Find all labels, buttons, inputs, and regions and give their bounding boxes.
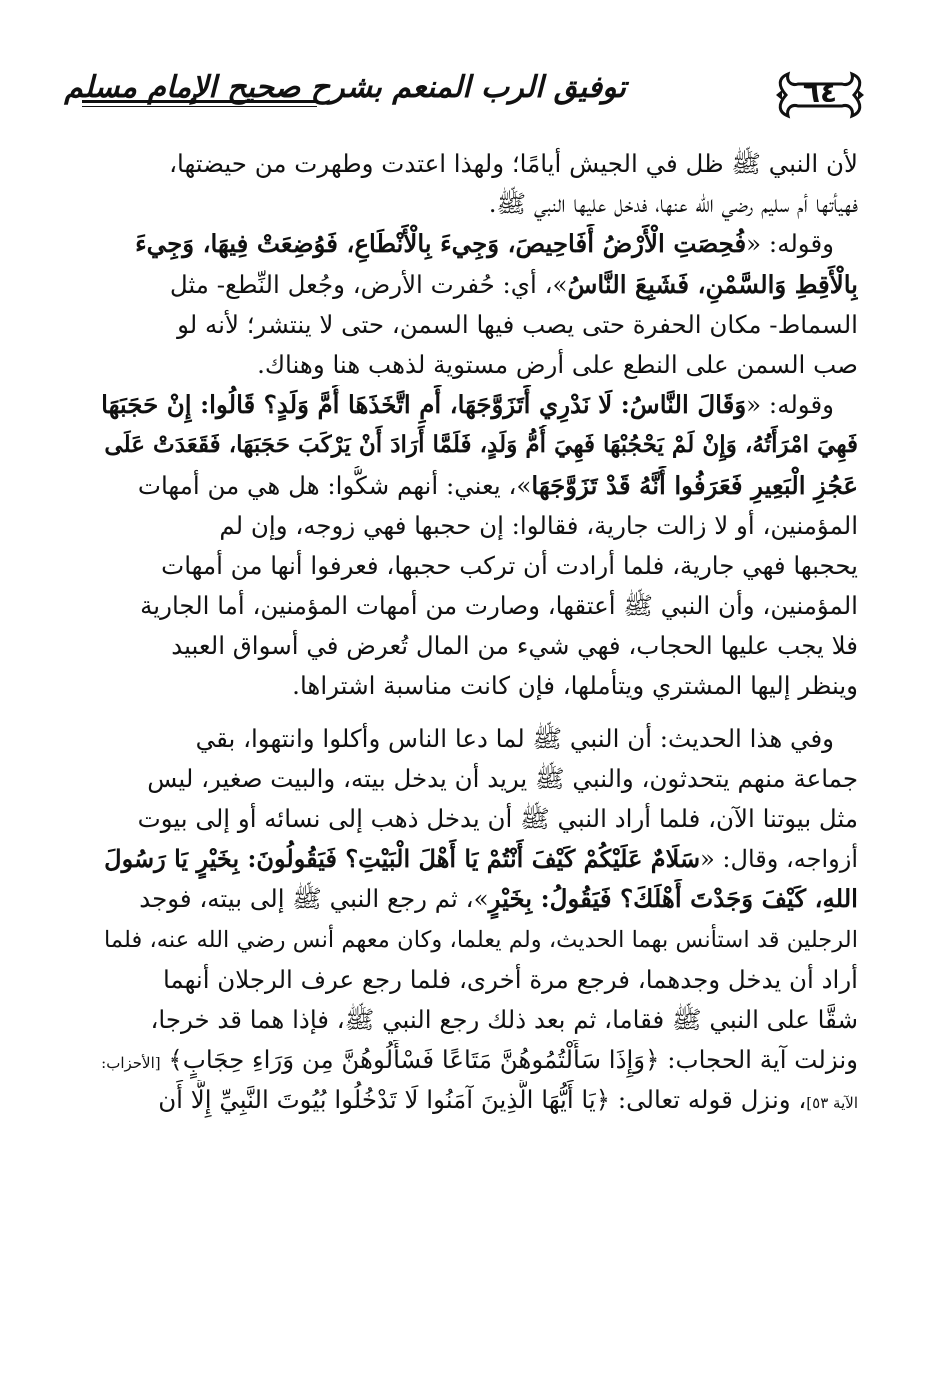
text-line [96,666,858,706]
commentary-text: ونزلت آية الحجاب: ﴿وَإِذَا سَأَلْتُمُوهُنَّ مَتَاعًا فَسْأَلُوهُنَّ مِن وَرَاءِ حِجَابٍ﴾ [160,1045,858,1075]
page-header [64,66,866,136]
running-title: توفيق الرب المنعم بشرح صحيح الإمام مسلم [64,70,626,105]
text-line [96,1040,858,1080]
text-line [96,626,858,666]
commentary-text: أراد أن يدخل وجدهما، فرجع مرة أخرى، فلما رجع عرف الرجلان أنهما [162,964,858,994]
page-number-ornament [774,66,866,124]
commentary-text: وفي هذا الحديث: أن النبي ﷺ لما دعا الناس وأكلوا وانتهوا، بقي [195,723,834,753]
commentary-text: المؤمنين، أو لا زالت جارية، فقالوا: إن حجبها فهي زوجه، وإن لم [219,510,858,540]
text-line [96,839,858,879]
commentary-text: الرجلين قد استأنس بهما الحديث، ولم يعلما، وكان معهم أنس رضي الله عنه، فلما [103,926,858,953]
hadith-quote: فَهِيَ امْرَأَتُهُ، وَإِنْ لَمْ يَحْجُبْهَا فَهِيَ أُمُّ وَلَدٍ، فَلَمَّا أَرَادَ أَنْ يَرْكَبَ حَجَبَهَا، فَقَعَدَتْ عَلَى [104,431,858,459]
text-line [96,506,858,546]
text-line [96,184,858,224]
text-line [96,265,858,305]
body-text [96,144,858,1121]
text-line [96,960,858,1000]
page-number: ٦٤ [802,76,838,109]
commentary-text: »، أي: حُفرت الأرض، وجُعل النِّطع- مثل [169,269,568,299]
commentary-text: وقوله: « [746,229,834,259]
commentary-text: شقَّا على النبي ﷺ فقاما، ثم بعد ذلك رجع النبي ﷺ، فإذا هما قد خرجا، [150,1004,858,1034]
commentary-text: جماعة منهم يتحدثون، والنبي ﷺ يريد أن يدخل بيته، والبيت صغير، ليس [147,763,858,793]
commentary-text: مثل بيوتنا الآن، فلما أراد النبي ﷺ أن يدخل ذهب إلى نسائه أو إلى بيوت [137,804,858,833]
text-line [96,466,858,506]
hadith-quote: وَقَالَ النَّاسُ: لَا نَدْرِي أَتَزَوَّجَهَا، أَمِ اتَّخَذَهَا أُمَّ وَلَدٍ؟ قَالُوا: إِنْ حَجَبَهَا [101,390,747,420]
text-line [96,425,858,465]
text-line [96,144,858,184]
commentary-text: لأن النبي ﷺ ظل في الجيش أيامًا؛ ولهذا اعتدت وطهرت من حيضتها، [169,149,858,178]
text-line [96,920,858,960]
commentary-text: [الأحزاب: [101,1054,161,1073]
text-line [96,879,858,919]
text-line [96,719,858,759]
text-line [96,305,858,345]
commentary-text: الآية ٥٣] [806,1094,858,1113]
header-rule-thin [82,106,317,107]
text-line [96,385,858,425]
text-line [96,345,858,385]
commentary-text: السماط- مكان الحفرة حتى يصب فيها السمن، حتى لا ينتشر؛ لأنه لو [177,309,858,339]
commentary-text: يحجبها فهي جارية، فلما أرادت أن تركب حجبها، فعرفوا أنها من أمهات [161,550,858,580]
commentary-text: »، ثم رجع النبي ﷺ إلى بيته، فوجد [139,884,489,914]
hadith-quote: عَجُزِ الْبَعِيرِ فَعَرَفُوا أَنَّهُ قَدْ تَزَوَّجَهَا [531,470,858,500]
text-line [96,224,858,264]
hadith-quote: فُحِصَتِ الْأَرْضُ أَفَاحِيصَ، وَجِيءَ بِالْأَنْطَاعِ، فَوُضِعَتْ فِيهَا، وَجِيءَ [135,229,747,259]
commentary-text: أزواجه، وقال: « [700,845,858,874]
commentary-text: صب السمن على النطع على أرض مستوية لذهب هنا وهناك. [257,349,858,379]
text-line [96,1080,858,1120]
text-line [96,586,858,626]
text-line [96,1000,858,1040]
hadith-quote: بِالْأَقِطِ وَالسَّمْنِ، فَشَبِعَ النَّاسُ [567,269,858,299]
commentary-text: فلا يجب عليها الحجاب، فهي شيء من المال تُعرض في أسواق العبيد [171,631,858,661]
text-line [96,759,858,799]
paragraph-gap [96,707,858,719]
commentary-text: »، يعني: أنهم شكُّوا: هل هي من أمهات [137,470,532,500]
commentary-text: ، ونزل قوله تعالى: ﴿يَا أَيُّهَا الَّذِينَ آمَنُوا لَا تَدْخُلُوا بُيُوتَ النَّبِيِّ إِلَّا أَن [158,1085,807,1115]
hadith-quote: سَلَامٌ عَلَيْكُمْ كَيْفَ أَنْتُمْ يَا أَهْلَ الْبَيْتِ؟ فَيَقُولُونَ: بِخَيْرٍ يَا رَسُولَ [104,844,701,874]
commentary-text: وقوله: « [746,390,834,420]
commentary-text: وينظر إليها المشتري ويتأملها، فإن كانت مناسبة اشتراها. [292,671,858,701]
header-rule [82,100,317,103]
text-line [96,546,858,586]
commentary-text: فهيأتها أم سليم رضي الله عنها، فدخل عليها النبي ﷺ. [488,189,858,219]
hadith-quote: اللهِ، كَيْفَ وَجَدْتَ أَهْلَكَ؟ فَيَقُولُ: بِخَيْرٍ [488,884,858,914]
commentary-text: المؤمنين، وأن النبي ﷺ أعتقها، وصارت من أمهات المؤمنين، أما الجارية [140,591,858,621]
text-line [96,799,858,839]
